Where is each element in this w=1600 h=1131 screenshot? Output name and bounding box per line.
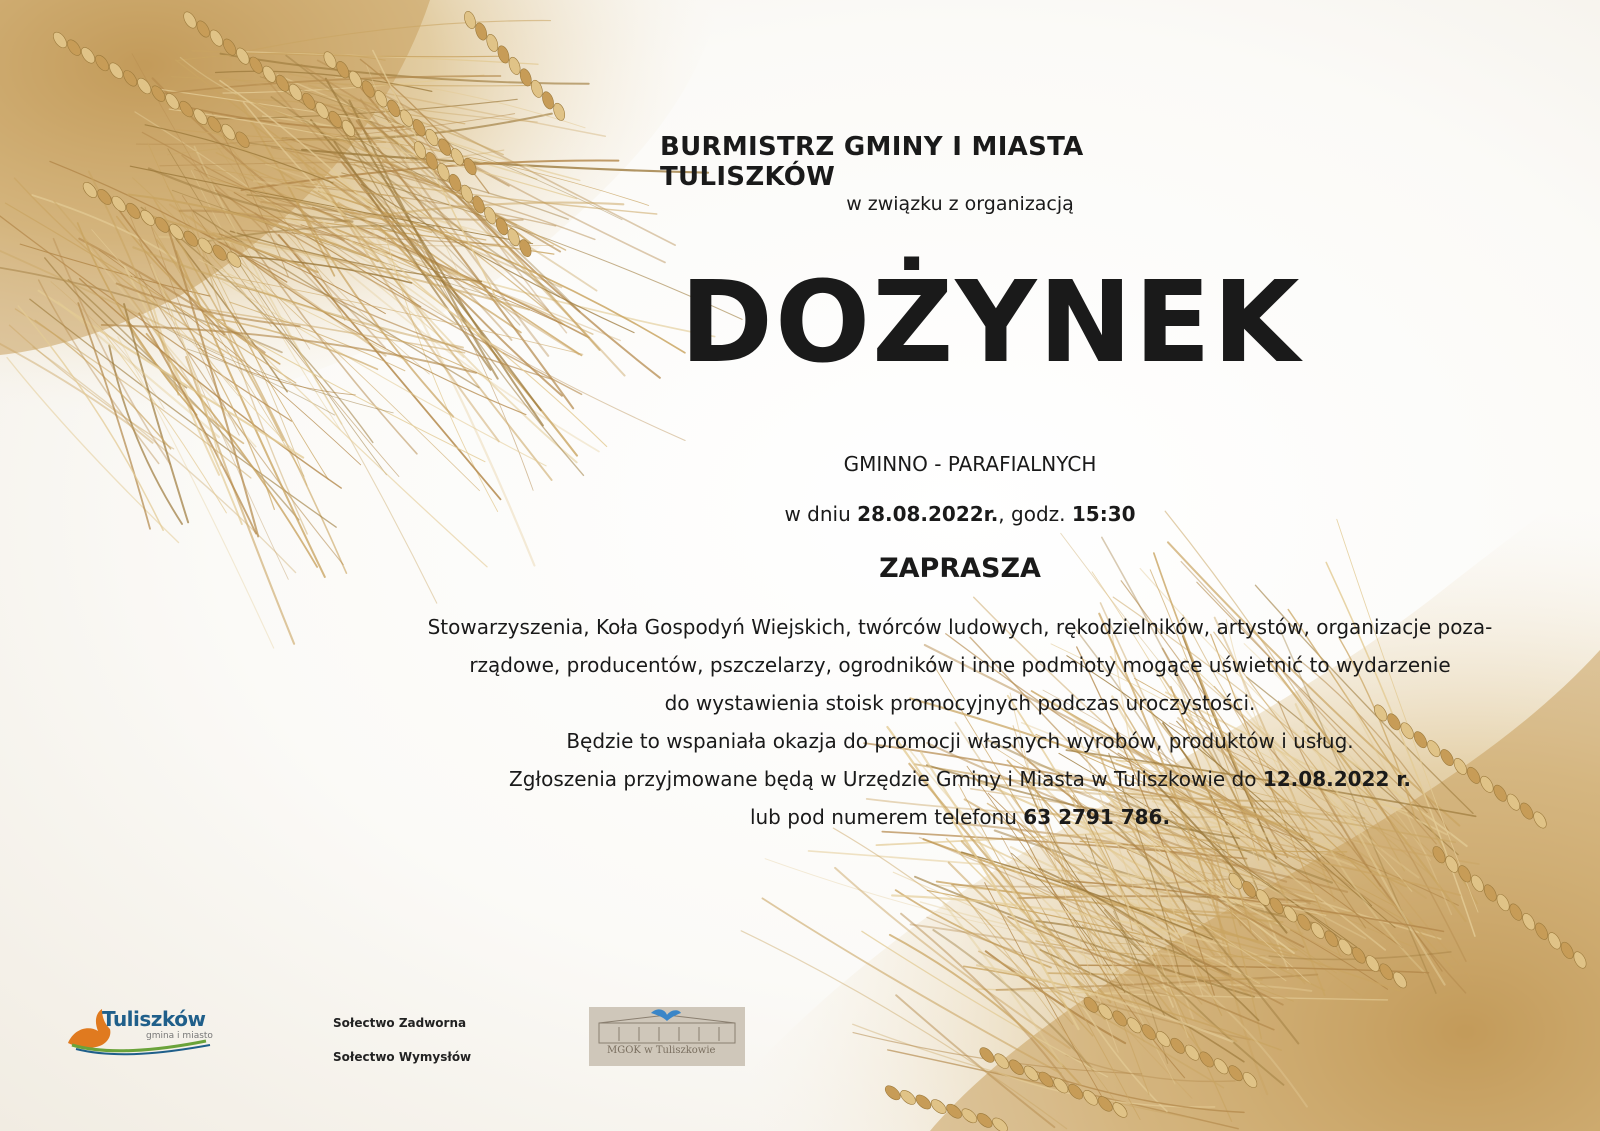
body-line: Będzie to wspaniała okazja do promocji własnych wyrobów, produktów i usług.: [566, 729, 1354, 753]
mgok-caption: MGOK w Tuliszkowie: [607, 1045, 716, 1056]
issuer-heading: BURMISTRZ GMINY I MIASTA TULISZKÓW: [660, 132, 1084, 192]
tuliszkow-logo: [66, 1007, 216, 1063]
event-title: DOŻYNEK: [680, 258, 1302, 388]
logo-name: Tuliszków: [102, 1007, 206, 1031]
mgok-logo: [589, 1007, 745, 1066]
logo-subtitle: gmina i miasto: [146, 1031, 213, 1041]
invite-heading: ZAPRASZA: [879, 553, 1041, 584]
date-line: [700, 502, 1220, 526]
intro-text: w związku z organizacją: [846, 193, 1074, 215]
phone-prefix: lub pod numerem telefonu: [749, 805, 1024, 829]
body-line: [360, 760, 1560, 798]
sponsor-name: Sołectwo Wymysłów: [333, 1050, 472, 1064]
deadline-date: 12.08.2022 r.: [1262, 767, 1411, 791]
event-subtitle: GMINNO - PARAFIALNYCH: [843, 452, 1097, 476]
body-line: do wystawienia stoisk promocyjnych podczas uroczystości.: [664, 691, 1256, 715]
body-line: rządowe, producentów, pszczelarzy, ogrodników i inne podmioty mogące uświetnić to wydarzenie: [469, 653, 1451, 677]
time-prefix: , godz.: [998, 502, 1072, 526]
body-line: Stowarzyszenia, Koła Gospodyń Wiejskich, twórców ludowych, rękodzielników, artystów, organizacje poza-: [427, 615, 1493, 639]
invitation-body: [360, 608, 1560, 836]
event-date: 28.08.2022r.: [857, 502, 999, 526]
phone-number: 63 2791 786.: [1023, 805, 1171, 829]
sponsor-name: Sołectwo Zadworna: [333, 1016, 467, 1030]
deadline-prefix: Zgłoszenia przyjmowane będą w Urzędzie Gminy i Miasta w Tuliszkowie do: [509, 767, 1263, 791]
event-time: 15:30: [1071, 502, 1136, 526]
date-prefix: w dniu: [784, 502, 858, 526]
body-line: [360, 798, 1560, 836]
